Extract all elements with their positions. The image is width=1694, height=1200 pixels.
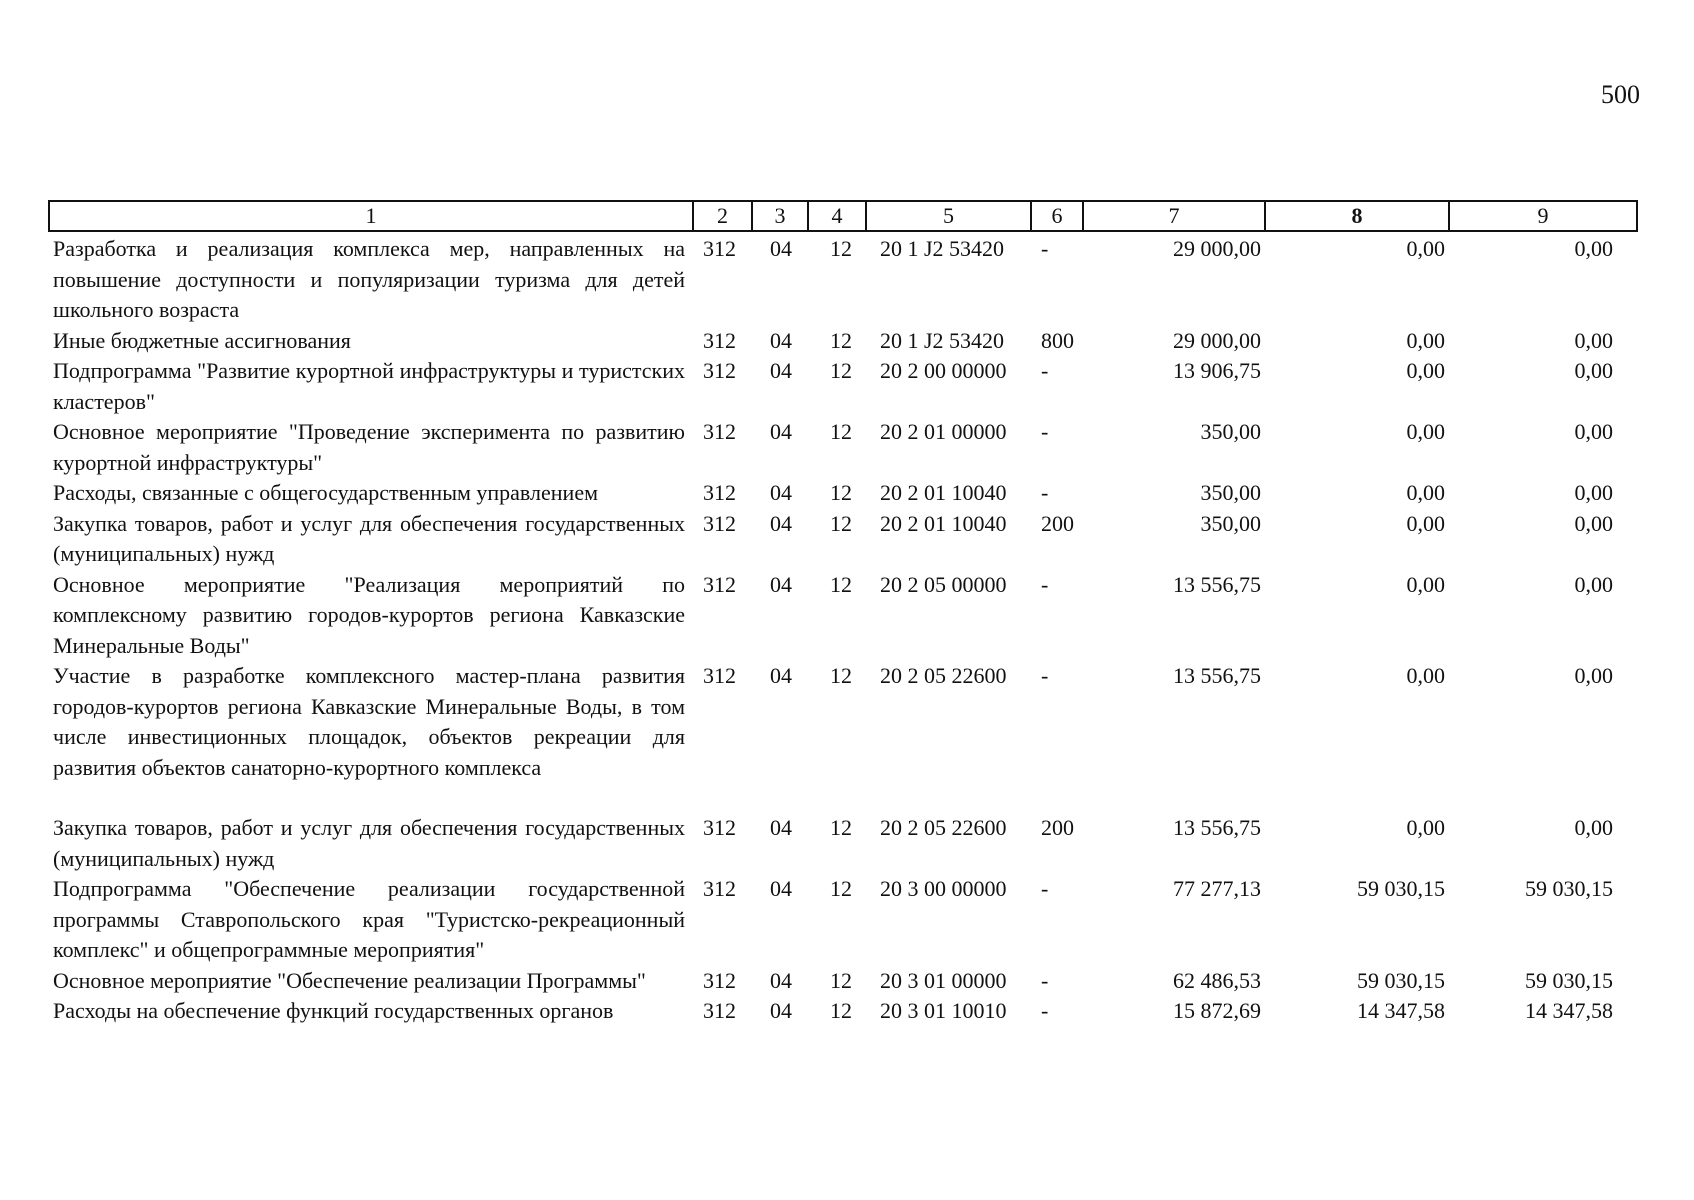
page-number: 500 [1601, 80, 1640, 109]
table-row [49, 874, 1637, 966]
row-name: Разработка и реализация комплекса мер, направленных на повышение доступности и популяризации туризма для детей школьного возраста [53, 236, 685, 322]
cell-c9: 0,00 [1574, 327, 1613, 353]
cell-c2: 312 [703, 419, 736, 444]
cell-c9: 0,00 [1574, 236, 1613, 261]
cell-c2: 312 [703, 967, 736, 993]
budget-table-container [48, 200, 1636, 1027]
cell-c5: 20 2 01 10040 [880, 480, 1007, 505]
cell-c5: 20 2 01 10040 [880, 510, 1007, 536]
cell-c4: 12 [830, 967, 852, 993]
header-col-3: 3 [752, 201, 808, 231]
cell-c8: 0,00 [1406, 358, 1445, 383]
row-name: Расходы на обеспечение функций государственных органов [53, 998, 614, 1023]
cell-c5: 20 1 J2 53420 [880, 236, 1005, 261]
cell-c6: 800 [1041, 327, 1074, 353]
header-col-9: 9 [1449, 201, 1637, 231]
budget-table [48, 200, 1638, 1027]
cell-c9: 0,00 [1574, 815, 1613, 840]
cell-c9: 0,00 [1574, 663, 1613, 688]
cell-c4: 12 [830, 571, 852, 597]
cell-c9: 59 030,15 [1525, 876, 1613, 901]
cell-c4: 12 [830, 663, 852, 688]
cell-c9: 0,00 [1574, 571, 1613, 597]
row-name: Основное мероприятие "Проведение эксперимента по развитию курортной инфраструктуры" [53, 419, 685, 475]
cell-c8: 0,00 [1406, 419, 1445, 444]
cell-c6: - [1041, 236, 1049, 261]
cell-c6: - [1041, 663, 1049, 688]
cell-c8: 0,00 [1406, 663, 1445, 688]
cell-c7: 350,00 [1200, 419, 1261, 444]
cell-c3: 04 [770, 419, 792, 444]
cell-c9: 14 347,58 [1525, 998, 1613, 1023]
table-row [49, 326, 1637, 357]
table-row [49, 417, 1637, 478]
header-col-5: 5 [866, 201, 1031, 231]
cell-c7: 29 000,00 [1173, 327, 1261, 353]
spacer-cell [49, 783, 1637, 813]
cell-c3: 04 [770, 815, 792, 840]
cell-c2: 312 [703, 876, 736, 901]
cell-c3: 04 [770, 358, 792, 383]
header-col-4: 4 [808, 201, 866, 231]
cell-c2: 312 [703, 358, 736, 383]
cell-c6: 200 [1041, 510, 1074, 536]
cell-c3: 04 [770, 236, 792, 261]
cell-c4: 12 [830, 998, 852, 1023]
cell-c5: 20 2 01 00000 [880, 419, 1007, 444]
row-name: Расходы, связанные с общегосударственным управлением [53, 480, 599, 505]
cell-c6: - [1041, 358, 1049, 383]
table-header-row [49, 201, 1637, 231]
cell-c8: 0,00 [1406, 327, 1445, 353]
header-col-8: 8 [1265, 201, 1449, 231]
row-name: Основное мероприятие "Обеспечение реализации Программы" [53, 967, 646, 993]
cell-c3: 04 [770, 327, 792, 353]
cell-c7: 77 277,13 [1173, 876, 1261, 901]
row-name: Иные бюджетные ассигнования [53, 327, 351, 353]
header-col-7: 7 [1083, 201, 1265, 231]
cell-c6: - [1041, 876, 1049, 901]
cell-c8: 0,00 [1406, 480, 1445, 505]
table-row [49, 813, 1637, 874]
cell-c2: 312 [703, 571, 736, 597]
cell-c5: 20 2 05 22600 [880, 815, 1007, 840]
cell-c2: 312 [703, 327, 736, 353]
cell-c2: 312 [703, 663, 736, 688]
header-col-6: 6 [1031, 201, 1083, 231]
cell-c6: - [1041, 419, 1049, 444]
cell-c4: 12 [830, 327, 852, 353]
cell-c7: 62 486,53 [1173, 967, 1261, 993]
table-row [49, 356, 1637, 417]
table-row [49, 661, 1637, 783]
cell-c3: 04 [770, 967, 792, 993]
cell-c9: 0,00 [1574, 358, 1613, 383]
cell-c8: 0,00 [1406, 510, 1445, 536]
cell-c7: 29 000,00 [1173, 236, 1261, 261]
cell-c7: 13 556,75 [1173, 571, 1261, 597]
cell-c2: 312 [703, 480, 736, 505]
cell-c8: 59 030,15 [1357, 967, 1445, 993]
row-spacer [49, 783, 1637, 813]
cell-c7: 15 872,69 [1173, 998, 1261, 1023]
cell-c4: 12 [830, 480, 852, 505]
cell-c4: 12 [830, 815, 852, 840]
header-col-2: 2 [693, 201, 752, 231]
cell-c3: 04 [770, 480, 792, 505]
row-name: Основное мероприятие "Реализация мероприятий по комплексному развитию городов-курортов региона Кавказские Минеральные Воды" [53, 571, 685, 658]
cell-c5: 20 3 01 10010 [880, 998, 1007, 1023]
table-row [49, 231, 1637, 326]
cell-c2: 312 [703, 815, 736, 840]
cell-c6: 200 [1041, 815, 1074, 840]
cell-c3: 04 [770, 510, 792, 536]
cell-c4: 12 [830, 510, 852, 536]
cell-c6: - [1041, 967, 1049, 993]
cell-c7: 13 556,75 [1173, 663, 1261, 688]
cell-c3: 04 [770, 663, 792, 688]
cell-c5: 20 2 00 00000 [880, 358, 1007, 383]
cell-c7: 350,00 [1200, 510, 1261, 536]
cell-c6: - [1041, 480, 1049, 505]
cell-c7: 13 556,75 [1173, 815, 1261, 840]
cell-c5: 20 2 05 00000 [880, 571, 1007, 597]
table-row [49, 996, 1637, 1027]
cell-c2: 312 [703, 510, 736, 536]
cell-c6: - [1041, 571, 1049, 597]
cell-c9: 59 030,15 [1525, 967, 1613, 993]
row-name: Закупка товаров, работ и услуг для обеспечения государственных (муниципальных) нужд [53, 815, 685, 871]
cell-c9: 0,00 [1574, 480, 1613, 505]
cell-c9: 0,00 [1574, 419, 1613, 444]
table-row [49, 478, 1637, 509]
row-name: Закупка товаров, работ и услуг для обеспечения государственных (муниципальных) нужд [53, 510, 685, 566]
table-row [49, 966, 1637, 997]
row-name: Подпрограмма "Развитие курортной инфраструктуры и туристских кластеров" [53, 358, 685, 414]
table-row [49, 570, 1637, 662]
cell-c5: 20 2 05 22600 [880, 663, 1007, 688]
cell-c8: 59 030,15 [1357, 876, 1445, 901]
cell-c7: 350,00 [1200, 480, 1261, 505]
row-name: Подпрограмма "Обеспечение реализации государственной программы Ставропольского края "Туристско-рекреационный комплекс" и общепрограммные мероприятия" [53, 876, 685, 962]
cell-c8: 0,00 [1406, 815, 1445, 840]
table-row [49, 509, 1637, 570]
cell-c6: - [1041, 998, 1049, 1023]
cell-c3: 04 [770, 998, 792, 1023]
cell-c4: 12 [830, 358, 852, 383]
cell-c8: 0,00 [1406, 236, 1445, 261]
cell-c5: 20 1 J2 53420 [880, 327, 1005, 353]
cell-c3: 04 [770, 876, 792, 901]
row-name: Участие в разработке комплексного мастер-плана развития городов-курортов региона Кавказские Минеральные Воды, в том числе инвестиционных площадок, объектов рекреации для развития объектов санаторно-курортного комплекса [53, 663, 685, 780]
cell-c7: 13 906,75 [1173, 358, 1261, 383]
cell-c5: 20 3 01 00000 [880, 967, 1007, 993]
cell-c8: 14 347,58 [1357, 998, 1445, 1023]
cell-c3: 04 [770, 571, 792, 597]
cell-c8: 0,00 [1406, 571, 1445, 597]
cell-c5: 20 3 00 00000 [880, 876, 1007, 901]
cell-c2: 312 [703, 236, 736, 261]
cell-c2: 312 [703, 998, 736, 1023]
cell-c4: 12 [830, 419, 852, 444]
header-col-1: 1 [49, 201, 693, 231]
cell-c4: 12 [830, 876, 852, 901]
cell-c4: 12 [830, 236, 852, 261]
cell-c9: 0,00 [1574, 510, 1613, 536]
